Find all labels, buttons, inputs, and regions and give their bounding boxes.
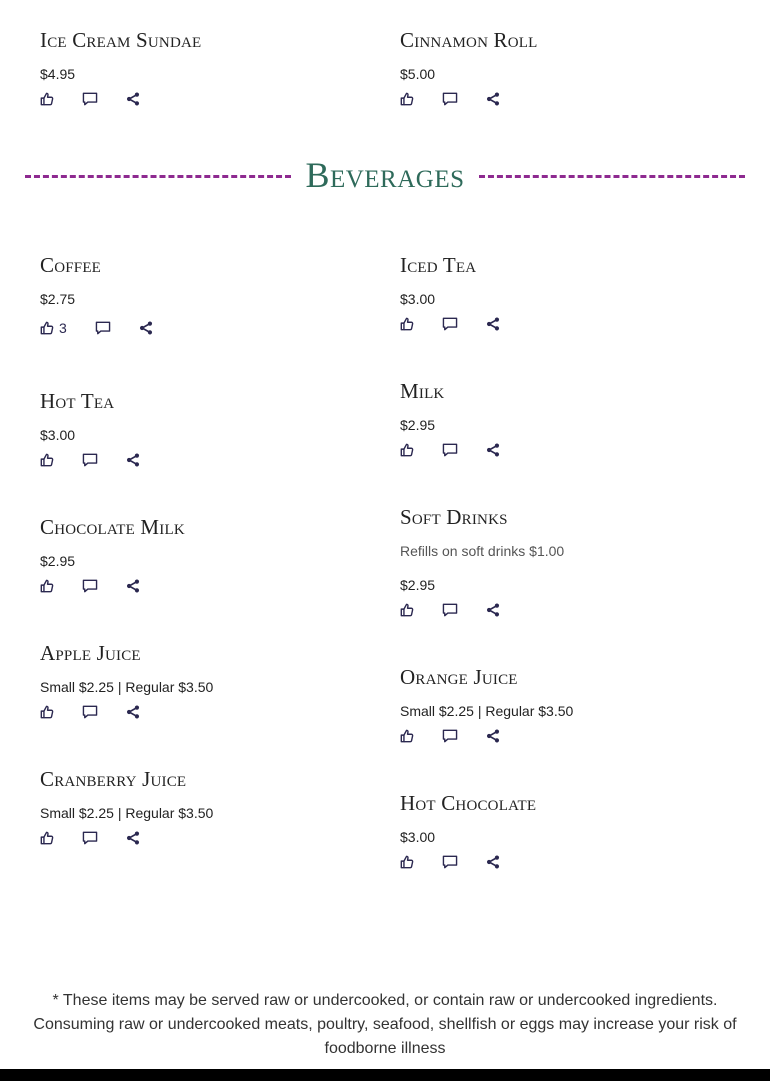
share-icon bbox=[139, 321, 153, 335]
thumbs-up-icon bbox=[400, 317, 414, 331]
menu-item bbox=[40, 253, 370, 339]
like-button[interactable] bbox=[400, 317, 414, 331]
thumbs-up-icon bbox=[400, 443, 414, 457]
comment-icon bbox=[82, 705, 98, 719]
item-actions bbox=[40, 317, 370, 339]
share-icon bbox=[486, 855, 500, 869]
thumbs-up-icon bbox=[40, 579, 54, 593]
item-price: Small $2.25 | Regular $3.50 bbox=[40, 805, 214, 821]
item-name: Orange Juice bbox=[400, 665, 518, 689]
share-button[interactable] bbox=[486, 92, 500, 106]
comment-icon bbox=[442, 603, 458, 617]
item-name: Soft Drinks bbox=[400, 505, 508, 529]
like-button[interactable] bbox=[40, 453, 54, 467]
like-button[interactable] bbox=[40, 705, 54, 719]
menu-item bbox=[400, 665, 730, 747]
item-name: Hot Chocolate bbox=[400, 791, 537, 815]
menu-item bbox=[40, 28, 370, 110]
like-button[interactable] bbox=[40, 579, 54, 593]
share-icon bbox=[486, 603, 500, 617]
menu-item bbox=[400, 791, 730, 873]
share-button[interactable] bbox=[126, 831, 140, 845]
allergen-disclaimer: * These items may be served raw or undercooked, or contain raw or undercooked ingredients. Consuming raw or undercooked meats, poultry, seafood, shellfish or eggs may increase your risk of foodborne illness bbox=[33, 992, 737, 1057]
item-actions bbox=[400, 313, 730, 335]
share-button[interactable] bbox=[486, 443, 500, 457]
item-name: Cinnamon Roll bbox=[400, 28, 538, 52]
like-button[interactable] bbox=[40, 320, 67, 336]
share-icon bbox=[126, 831, 140, 845]
item-actions bbox=[400, 599, 730, 621]
item-price: Small $2.25 | Regular $3.50 bbox=[40, 679, 214, 695]
share-button[interactable] bbox=[126, 453, 140, 467]
comment-icon bbox=[82, 579, 98, 593]
item-actions bbox=[40, 827, 370, 849]
share-icon bbox=[126, 453, 140, 467]
section-header bbox=[25, 155, 745, 199]
share-icon bbox=[486, 729, 500, 743]
share-icon bbox=[126, 579, 140, 593]
comment-button[interactable] bbox=[82, 705, 98, 719]
item-actions bbox=[40, 575, 370, 597]
like-button[interactable] bbox=[40, 92, 54, 106]
item-description: Refills on soft drinks $1.00 bbox=[400, 543, 565, 559]
comment-button[interactable] bbox=[442, 92, 458, 106]
item-price: $4.95 bbox=[40, 66, 76, 82]
section-title: Beverages bbox=[305, 155, 465, 195]
thumbs-up-icon bbox=[40, 453, 54, 467]
share-button[interactable] bbox=[486, 603, 500, 617]
item-price: $2.95 bbox=[40, 553, 76, 569]
comment-icon bbox=[82, 92, 98, 106]
share-button[interactable] bbox=[486, 317, 500, 331]
item-name: Cranberry Juice bbox=[40, 767, 187, 791]
menu-item bbox=[400, 253, 730, 335]
item-price: $2.95 bbox=[400, 417, 436, 433]
share-icon bbox=[486, 443, 500, 457]
menu-item bbox=[400, 379, 730, 461]
bottom-bar bbox=[0, 1069, 770, 1081]
share-icon bbox=[486, 92, 500, 106]
like-button[interactable] bbox=[40, 831, 54, 845]
share-icon bbox=[126, 705, 140, 719]
menu-item bbox=[40, 389, 370, 471]
item-price: Small $2.25 | Regular $3.50 bbox=[400, 703, 574, 719]
comment-icon bbox=[442, 729, 458, 743]
share-button[interactable] bbox=[486, 855, 500, 869]
comment-button[interactable] bbox=[442, 443, 458, 457]
item-actions bbox=[40, 701, 370, 723]
share-button[interactable] bbox=[126, 705, 140, 719]
like-button[interactable] bbox=[400, 603, 414, 617]
item-name: Apple Juice bbox=[40, 641, 141, 665]
item-price: $2.95 bbox=[400, 577, 436, 593]
thumbs-up-icon bbox=[400, 855, 414, 869]
item-price: $2.75 bbox=[40, 291, 76, 307]
comment-button[interactable] bbox=[82, 92, 98, 106]
like-count: 3 bbox=[59, 320, 67, 336]
item-actions bbox=[400, 725, 730, 747]
comment-button[interactable] bbox=[442, 317, 458, 331]
menu-item bbox=[40, 515, 370, 597]
menu-item bbox=[400, 505, 730, 621]
item-actions bbox=[400, 851, 730, 873]
thumbs-up-icon bbox=[400, 603, 414, 617]
like-button[interactable] bbox=[400, 729, 414, 743]
item-actions bbox=[400, 439, 730, 461]
thumbs-up-icon bbox=[400, 92, 414, 106]
item-actions bbox=[40, 88, 370, 110]
like-button[interactable] bbox=[400, 855, 414, 869]
share-icon bbox=[486, 317, 500, 331]
item-actions bbox=[40, 449, 370, 471]
item-name: Hot Tea bbox=[40, 389, 115, 413]
share-button[interactable] bbox=[486, 729, 500, 743]
item-price: $3.00 bbox=[400, 291, 436, 307]
menu-item bbox=[400, 28, 730, 110]
thumbs-up-icon bbox=[40, 92, 54, 106]
thumbs-up-icon bbox=[40, 705, 54, 719]
share-button[interactable] bbox=[139, 321, 153, 335]
comment-icon bbox=[442, 92, 458, 106]
item-name: Iced Tea bbox=[400, 253, 477, 277]
item-name: Chocolate Milk bbox=[40, 515, 185, 539]
item-name: Coffee bbox=[40, 253, 102, 277]
share-button[interactable] bbox=[126, 579, 140, 593]
item-name: Milk bbox=[400, 379, 445, 403]
comment-icon bbox=[82, 453, 98, 467]
menu-item bbox=[40, 767, 370, 849]
comment-icon bbox=[442, 443, 458, 457]
comment-icon bbox=[95, 321, 111, 335]
comment-icon bbox=[442, 317, 458, 331]
thumbs-up-icon bbox=[400, 729, 414, 743]
item-price: $3.00 bbox=[40, 427, 76, 443]
comment-button[interactable] bbox=[442, 603, 458, 617]
menu-item bbox=[40, 641, 370, 723]
comment-button[interactable] bbox=[442, 729, 458, 743]
share-icon bbox=[126, 92, 140, 106]
comment-icon bbox=[82, 831, 98, 845]
like-button[interactable] bbox=[400, 443, 414, 457]
comment-button[interactable] bbox=[82, 831, 98, 845]
section-divider-right bbox=[479, 175, 745, 178]
comment-button[interactable] bbox=[95, 321, 111, 335]
item-price: $5.00 bbox=[400, 66, 436, 82]
comment-button[interactable] bbox=[82, 579, 98, 593]
comment-button[interactable] bbox=[442, 855, 458, 869]
comment-icon bbox=[442, 855, 458, 869]
comment-button[interactable] bbox=[82, 453, 98, 467]
like-button[interactable] bbox=[400, 92, 414, 106]
item-price: $3.00 bbox=[400, 829, 436, 845]
item-name: Ice Cream Sundae bbox=[40, 28, 202, 52]
thumbs-up-icon bbox=[40, 321, 54, 335]
item-actions bbox=[400, 88, 730, 110]
share-button[interactable] bbox=[126, 92, 140, 106]
thumbs-up-icon bbox=[40, 831, 54, 845]
